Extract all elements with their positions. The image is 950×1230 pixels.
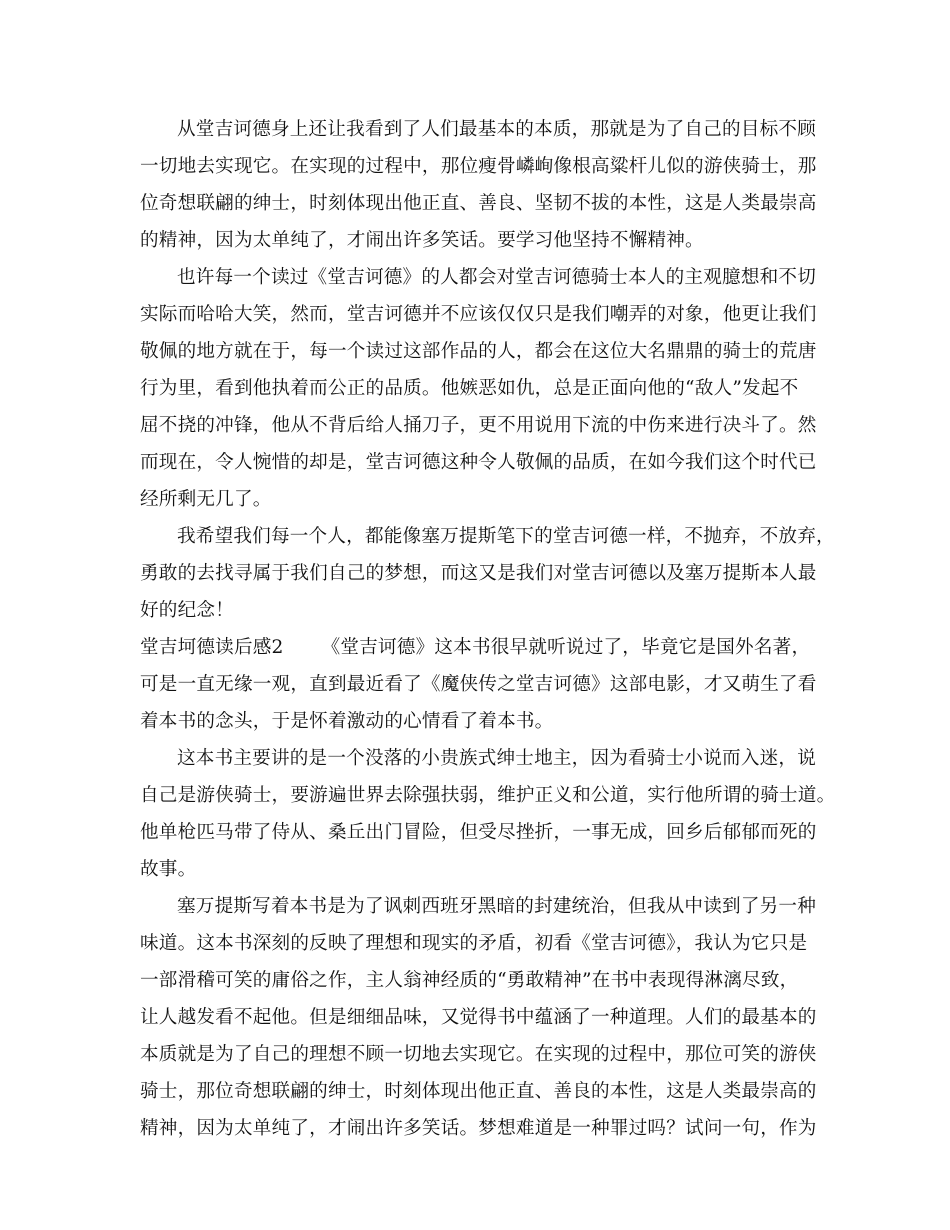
paragraph-line: 而现在，令人惋惜的却是，堂吉诃德这种令人敬佩的品质，在如今我们这个时代已 [140, 452, 817, 473]
paragraph-line: 敬佩的地方就在于，每一个读过这部作品的人，都会在这位大名鼎鼎的骑士的荒唐 [140, 341, 817, 362]
paragraph-line: 他单枪匹马带了侍从、桑丘出门冒险，但受尽挫折，一事无成，回乡后郁郁而死的 [140, 822, 817, 843]
paragraph-line: 屈不挠的冲锋，他从不背后给人捅刀子，更不用说用下流的中伤来进行决斗了。然 [140, 415, 817, 436]
paragraph-text: 《堂吉诃德》这本书很早就听说过了，毕竟它是国外名著， [321, 637, 811, 658]
paragraph-line: 从堂吉诃德身上还让我看到了人们最基本的本质，那就是为了自己的目标不顾 [177, 119, 816, 140]
section-heading-line [140, 633, 840, 663]
paragraph-line: 骑士，那位奇想联翩的绅士，时刻体现出他正直、善良的本性，这是人类最崇高的 [140, 1081, 817, 1102]
paragraph-line: 经所剩无几了。 [140, 489, 272, 510]
paragraph-line: 的精神，因为太单纯了，才闹出许多笑话。要学习他坚持不懈精神。 [140, 230, 704, 251]
paragraph-line: 一部滑稽可笑的庸俗之作，主人翁神经质的“勇敢精神”在书中表现得淋漓尽致， [140, 970, 799, 991]
paragraph-line: 也许每一个读过《堂吉诃德》的人都会对堂吉诃德骑士本人的主观臆想和不切 [177, 267, 816, 288]
paragraph-line: 自己是游侠骑士，要游遍世界去除强扶弱，维护正义和公道，实行他所谓的骑士道。 [140, 785, 836, 806]
paragraph-line: 实际而哈哈大笑，然而，堂吉诃德并不应该仅仅只是我们嘲弄的对象，他更让我们 [140, 304, 817, 325]
paragraph-line: 好的纪念！ [140, 600, 234, 621]
paragraph-line: 让人越发看不起他。但是细细品味，又觉得书中蕴涵了一种道理。人们的最基本的 [140, 1007, 817, 1028]
paragraph-line: 精神，因为太单纯了，才闹出许多笑话。梦想难道是一种罪过吗？试问一句，作为 [140, 1118, 817, 1139]
paragraph-line: 本质就是为了自己的理想不顾一切地去实现它。在实现的过程中，那位可笑的游侠 [140, 1044, 817, 1065]
paragraph-line: 着本书的念头，于是怀着激动的心情看了着本书。 [140, 711, 554, 732]
paragraph-line: 我希望我们每一个人，都能像塞万提斯笔下的堂吉诃德一样，不抛弃，不放弃， [177, 526, 835, 547]
paragraph-line: 可是一直无缘一观，直到最近看了《魔侠传之堂吉诃德》这部电影，才又萌生了看 [140, 674, 817, 695]
paragraph-line: 味道。这本书深刻的反映了理想和现实的矛盾，初看《堂吉诃德》，我认为它只是 [140, 933, 808, 954]
paragraph-line: 塞万提斯写着本书是为了讽刺西班牙黑暗的封建统治，但我从中读到了另一种 [177, 896, 816, 917]
paragraph-line: 这本书主要讲的是一个没落的小贵族式绅士地主，因为看骑士小说而入迷，说 [177, 748, 816, 769]
paragraph-line: 一切地去实现它。在实现的过程中，那位瘦骨嶙峋像根高粱杆儿似的游侠骑士，那 [140, 156, 817, 177]
section-heading: 堂吉坷德读后感2 [140, 637, 284, 658]
paragraph-line: 位奇想联翩的绅士，时刻体现出他正直、善良、坚韧不拔的本性，这是人类最崇高 [140, 193, 817, 214]
paragraph-line: 行为里，看到他执着而公正的品质。他嫉恶如仇，总是正面向他的“敌人”发起不 [140, 378, 799, 399]
paragraph-line: 故事。 [140, 859, 197, 880]
paragraph-line: 勇敢的去找寻属于我们自己的梦想，而这又是我们对堂吉诃德以及塞万提斯本人最 [140, 563, 817, 584]
